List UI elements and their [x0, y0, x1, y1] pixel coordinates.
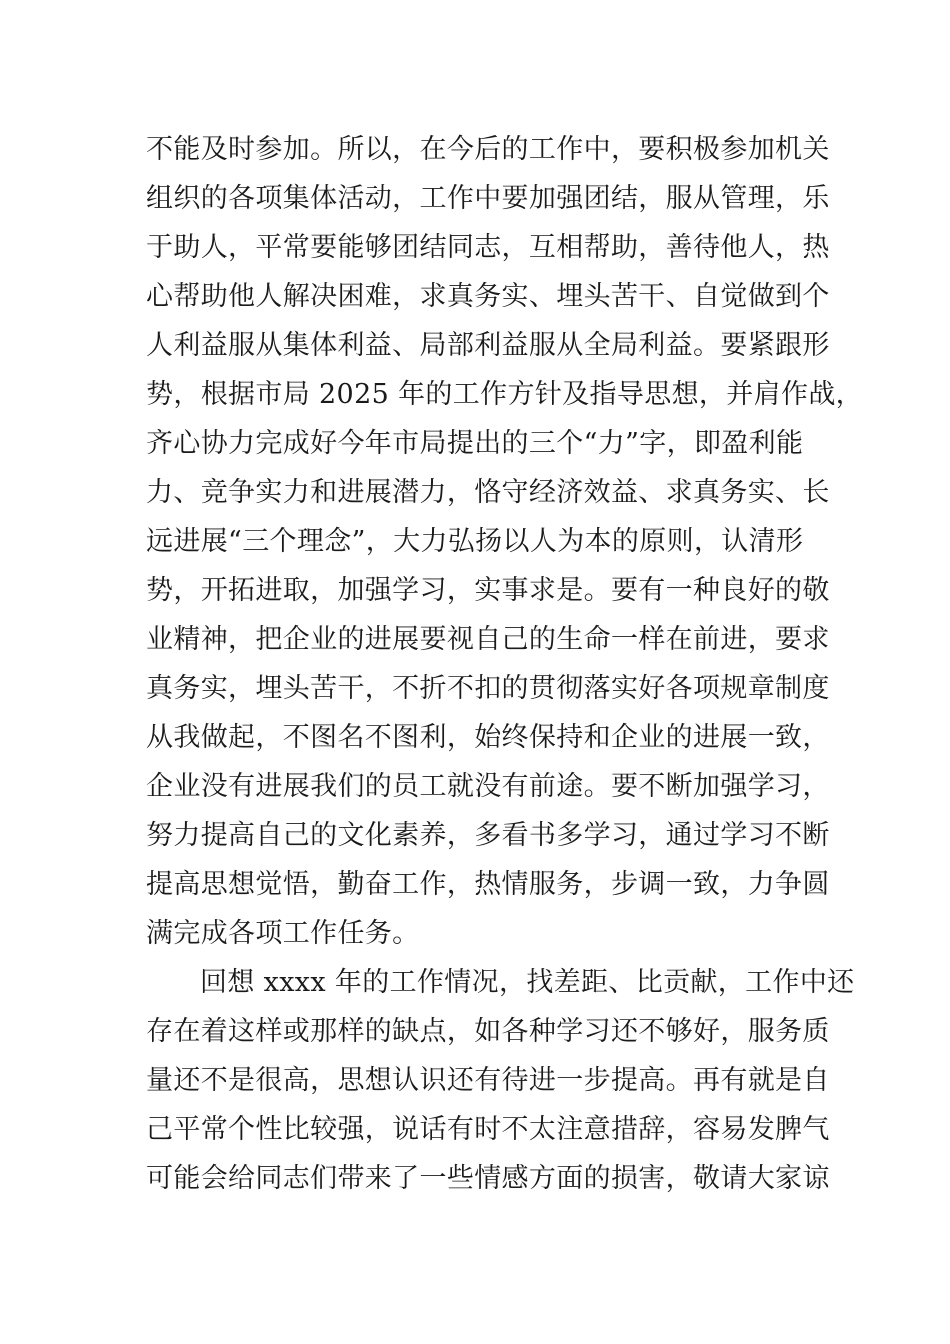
- text-line: 可能会给同志们带来了一些情感方面的损害，敬请大家谅: [146, 1163, 830, 1194]
- text-line: 心帮助他人解决困难，求真务实、埋头苦干、自觉做到个: [146, 281, 830, 312]
- text-line: 存在着这样或那样的缺点，如各种学习还不够好，服务质: [146, 1016, 830, 1047]
- text-line: 真务实，埋头苦干，不折不扣的贯彻落实好各项规章制度: [146, 673, 830, 704]
- text-line: 力、竞争实力和进展潜力，恪守经济效益、求真务实、长: [146, 477, 830, 508]
- paragraph-first-line: 回想 xxxx 年的工作情况，找差距、比贡献，工作中还: [200, 967, 855, 998]
- text-line: 提高思想觉悟，勤奋工作，热情服务，步调一致，力争圆: [146, 869, 830, 900]
- text-line: 组织的各项集体活动，工作中要加强团结，服从管理，乐: [146, 183, 830, 214]
- text-line: 企业没有进展我们的员工就没有前途。要不断加强学习，: [146, 771, 830, 802]
- text-line: 量还不是很高，思想认识还有待进一步提高。再有就是自: [146, 1065, 830, 1096]
- text-line: 势，根据市局 2025 年的工作方针及指导思想，并肩作战，: [146, 379, 864, 410]
- text-line: 满完成各项工作任务。: [146, 918, 420, 949]
- text-line: 势，开拓进取，加强学习，实事求是。要有一种良好的敬: [146, 575, 830, 606]
- text-line: 努力提高自己的文化素养，多看书多学习，通过学习不断: [146, 820, 830, 851]
- text-line: 于助人，平常要能够团结同志，互相帮助，善待他人，热: [146, 232, 830, 263]
- text-line: 己平常个性比较强，说话有时不太注意措辞，容易发脾气: [146, 1114, 830, 1145]
- text-line: 从我做起，不图名不图利，始终保持和企业的进展一致，: [146, 722, 830, 753]
- text-line: 人利益服从集体利益、局部利益服从全局利益。要紧跟形: [146, 330, 830, 361]
- text-line: 业精神，把企业的进展要视自己的生命一样在前进，要求: [146, 624, 830, 655]
- text-line: 齐心协力完成好今年市局提出的三个“力”字，即盈利能: [146, 428, 804, 459]
- text-line: 不能及时参加。所以，在今后的工作中，要积极参加机关: [146, 134, 830, 165]
- text-line: 远进展“三个理念”，大力弘扬以人为本的原则，认清形: [146, 526, 804, 557]
